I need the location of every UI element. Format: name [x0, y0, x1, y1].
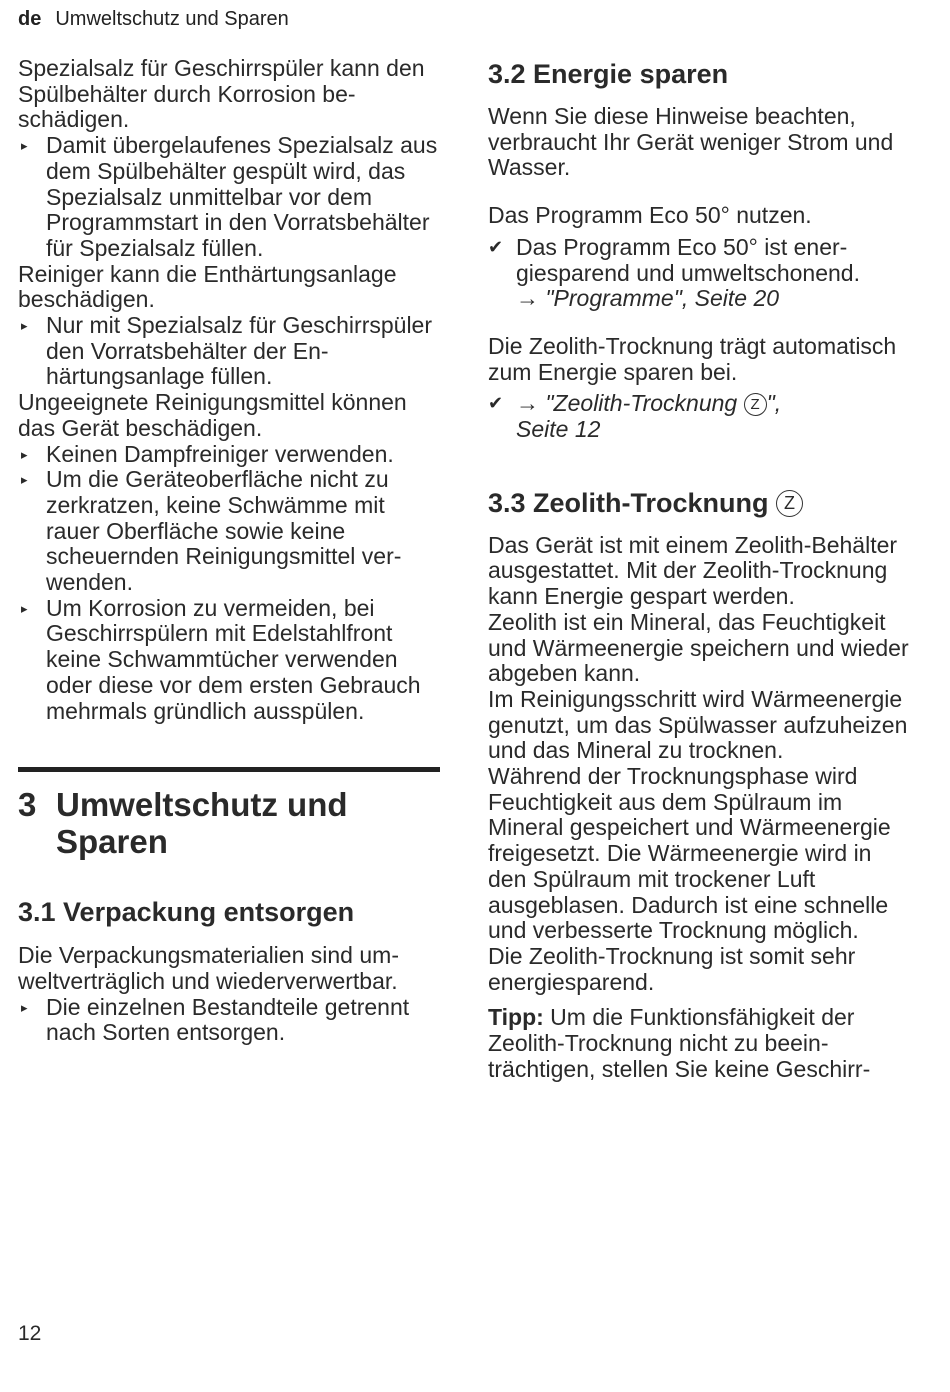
zeolith-icon: Z	[776, 490, 803, 517]
paragraph: Die Zeolith-Trocknung trägt automatisch zum Energie sparen bei.	[488, 332, 897, 385]
arrow-icon: →	[516, 390, 539, 417]
paragraph: Zeolith ist ein Mineral, das Feuchtigkeit und Wärmeenergie speichern und wieder abgeben kann.	[488, 608, 909, 687]
section-heading-3-2: 3.2 Energie sparen	[488, 59, 729, 89]
chapter-number: 3	[18, 786, 37, 824]
list-item: ▸ Nur mit Spezialsalz für Geschirrspüler den Vorratsbehälter der Enhärtungsanlage füllen.	[21, 312, 433, 390]
bullet-icon: ▸	[21, 446, 28, 462]
check-icon: ✔	[488, 236, 504, 257]
zeolith-icon: Z	[744, 393, 767, 416]
right-column	[488, 56, 916, 1083]
cross-reference-link[interactable]: → "Zeolith-Trocknung Z ", Seite 12	[516, 390, 782, 443]
paragraph: Die Zeolith-Trocknung ist somit sehr energiesparend.	[488, 942, 856, 995]
bullet-icon: ▸	[21, 318, 28, 334]
list-item: ▸ Keinen Dampfreiniger verwenden.	[21, 440, 394, 467]
bullet-icon: ▸	[21, 138, 28, 154]
header-section-title: Umweltschutz und Sparen	[55, 8, 289, 30]
paragraph: Im Reinigungsschritt wird Wärmeenergie genutzt, um das Spülwasser aufzuheizen und das Mineral zu trocknen.	[488, 685, 908, 764]
list-item: ✔ Das Programm Eco 50° ist energiesparend und umweltschonend. → "Programme", Seite 20	[488, 233, 860, 312]
arrow-icon: →	[516, 285, 539, 312]
left-column	[18, 56, 440, 1046]
chapter-divider	[18, 767, 440, 772]
page-number: 12	[18, 1322, 42, 1345]
paragraph: Reiniger kann die Enthärtungsanlage beschädigen.	[18, 260, 397, 313]
tip-paragraph: Tipp: Um die Funktionsfähigkeit der Zeolith-Trocknung nicht zu beeinträchtigen, stellen Sie keine Geschirr-	[488, 1004, 871, 1082]
list-item: ▸ Um Korrosion zu vermeiden, bei Geschirrspülern mit Edelstahlfront keine Schwammtücher verwenden oder diese vor dem ersten Gebrauch mehrmals gründlich ausspülen.	[21, 594, 421, 724]
list-item	[488, 391, 916, 442]
cross-reference-link[interactable]: → "Programme", Seite 20	[516, 285, 780, 312]
bullet-icon: ▸	[21, 999, 28, 1015]
check-icon: ✔	[488, 393, 504, 414]
section-heading-3-1: 3.1 Verpackung entsorgen	[18, 897, 355, 928]
list-item: ▸ Um die Geräteoberfläche nicht zu zerkratzen, keine Schwämme mit rauer Oberfläche sowie keine scheuernden Reinigungsmittel verwenden.	[21, 466, 402, 596]
paragraph: Ungeeignete Reinigungsmittel können das Gerät beschädigen.	[18, 389, 407, 441]
paragraph: Die Verpackungsmaterialien sind umweltverträglich und wiederverwertbar.	[18, 942, 399, 994]
list-item: ▸ Die einzelnen Bestandteile getrennt nach Sorten entsorgen.	[21, 993, 410, 1046]
paragraph: Wenn Sie diese Hinweise beachten, verbraucht Ihr Gerät weniger Strom und Wasser.	[488, 103, 894, 181]
paragraph: Während der Trocknungsphase wird Feuchtigkeit aus dem Spülraum im Mineral gespeichert und Wärmeenergie freigesetzt. Die Wärmeenergie wird in den Spülraum mit trockener Luft ausgeblasen. Dadurch ist eine schnelle und verbesserte Trocknung möglich.	[488, 763, 891, 944]
paragraph: Spezialsalz für Geschirrspüler kann den Spülbehälter durch Korrosion beschädigen.	[18, 55, 425, 133]
list-item: ▸ Damit übergelaufenes Spezialsalz aus dem Spülbehälter gespült wird, das Spezialsalz unmittelbar vor dem Programmstart in den Vorratsbehälter für Spezialsalz füllen.	[21, 132, 438, 261]
bullet-icon: ▸	[21, 600, 28, 616]
page-header	[18, 8, 289, 31]
chapter-heading	[18, 786, 440, 860]
paragraph: Das Programm Eco 50° nutzen.	[488, 202, 812, 229]
paragraph: Das Gerät ist mit einem Zeolith-Behälter ausgestattet. Mit der Zeolith-Trocknung kann Energie gespart werden.	[488, 531, 898, 610]
tip-label: Tipp:	[488, 1004, 544, 1031]
section-heading-3-3: 3.3 Zeolith-Trocknung Z	[488, 487, 916, 519]
language-code: de	[18, 8, 42, 30]
chapter-title: Umweltschutz und Sparen	[56, 786, 348, 861]
bullet-icon: ▸	[21, 472, 28, 488]
